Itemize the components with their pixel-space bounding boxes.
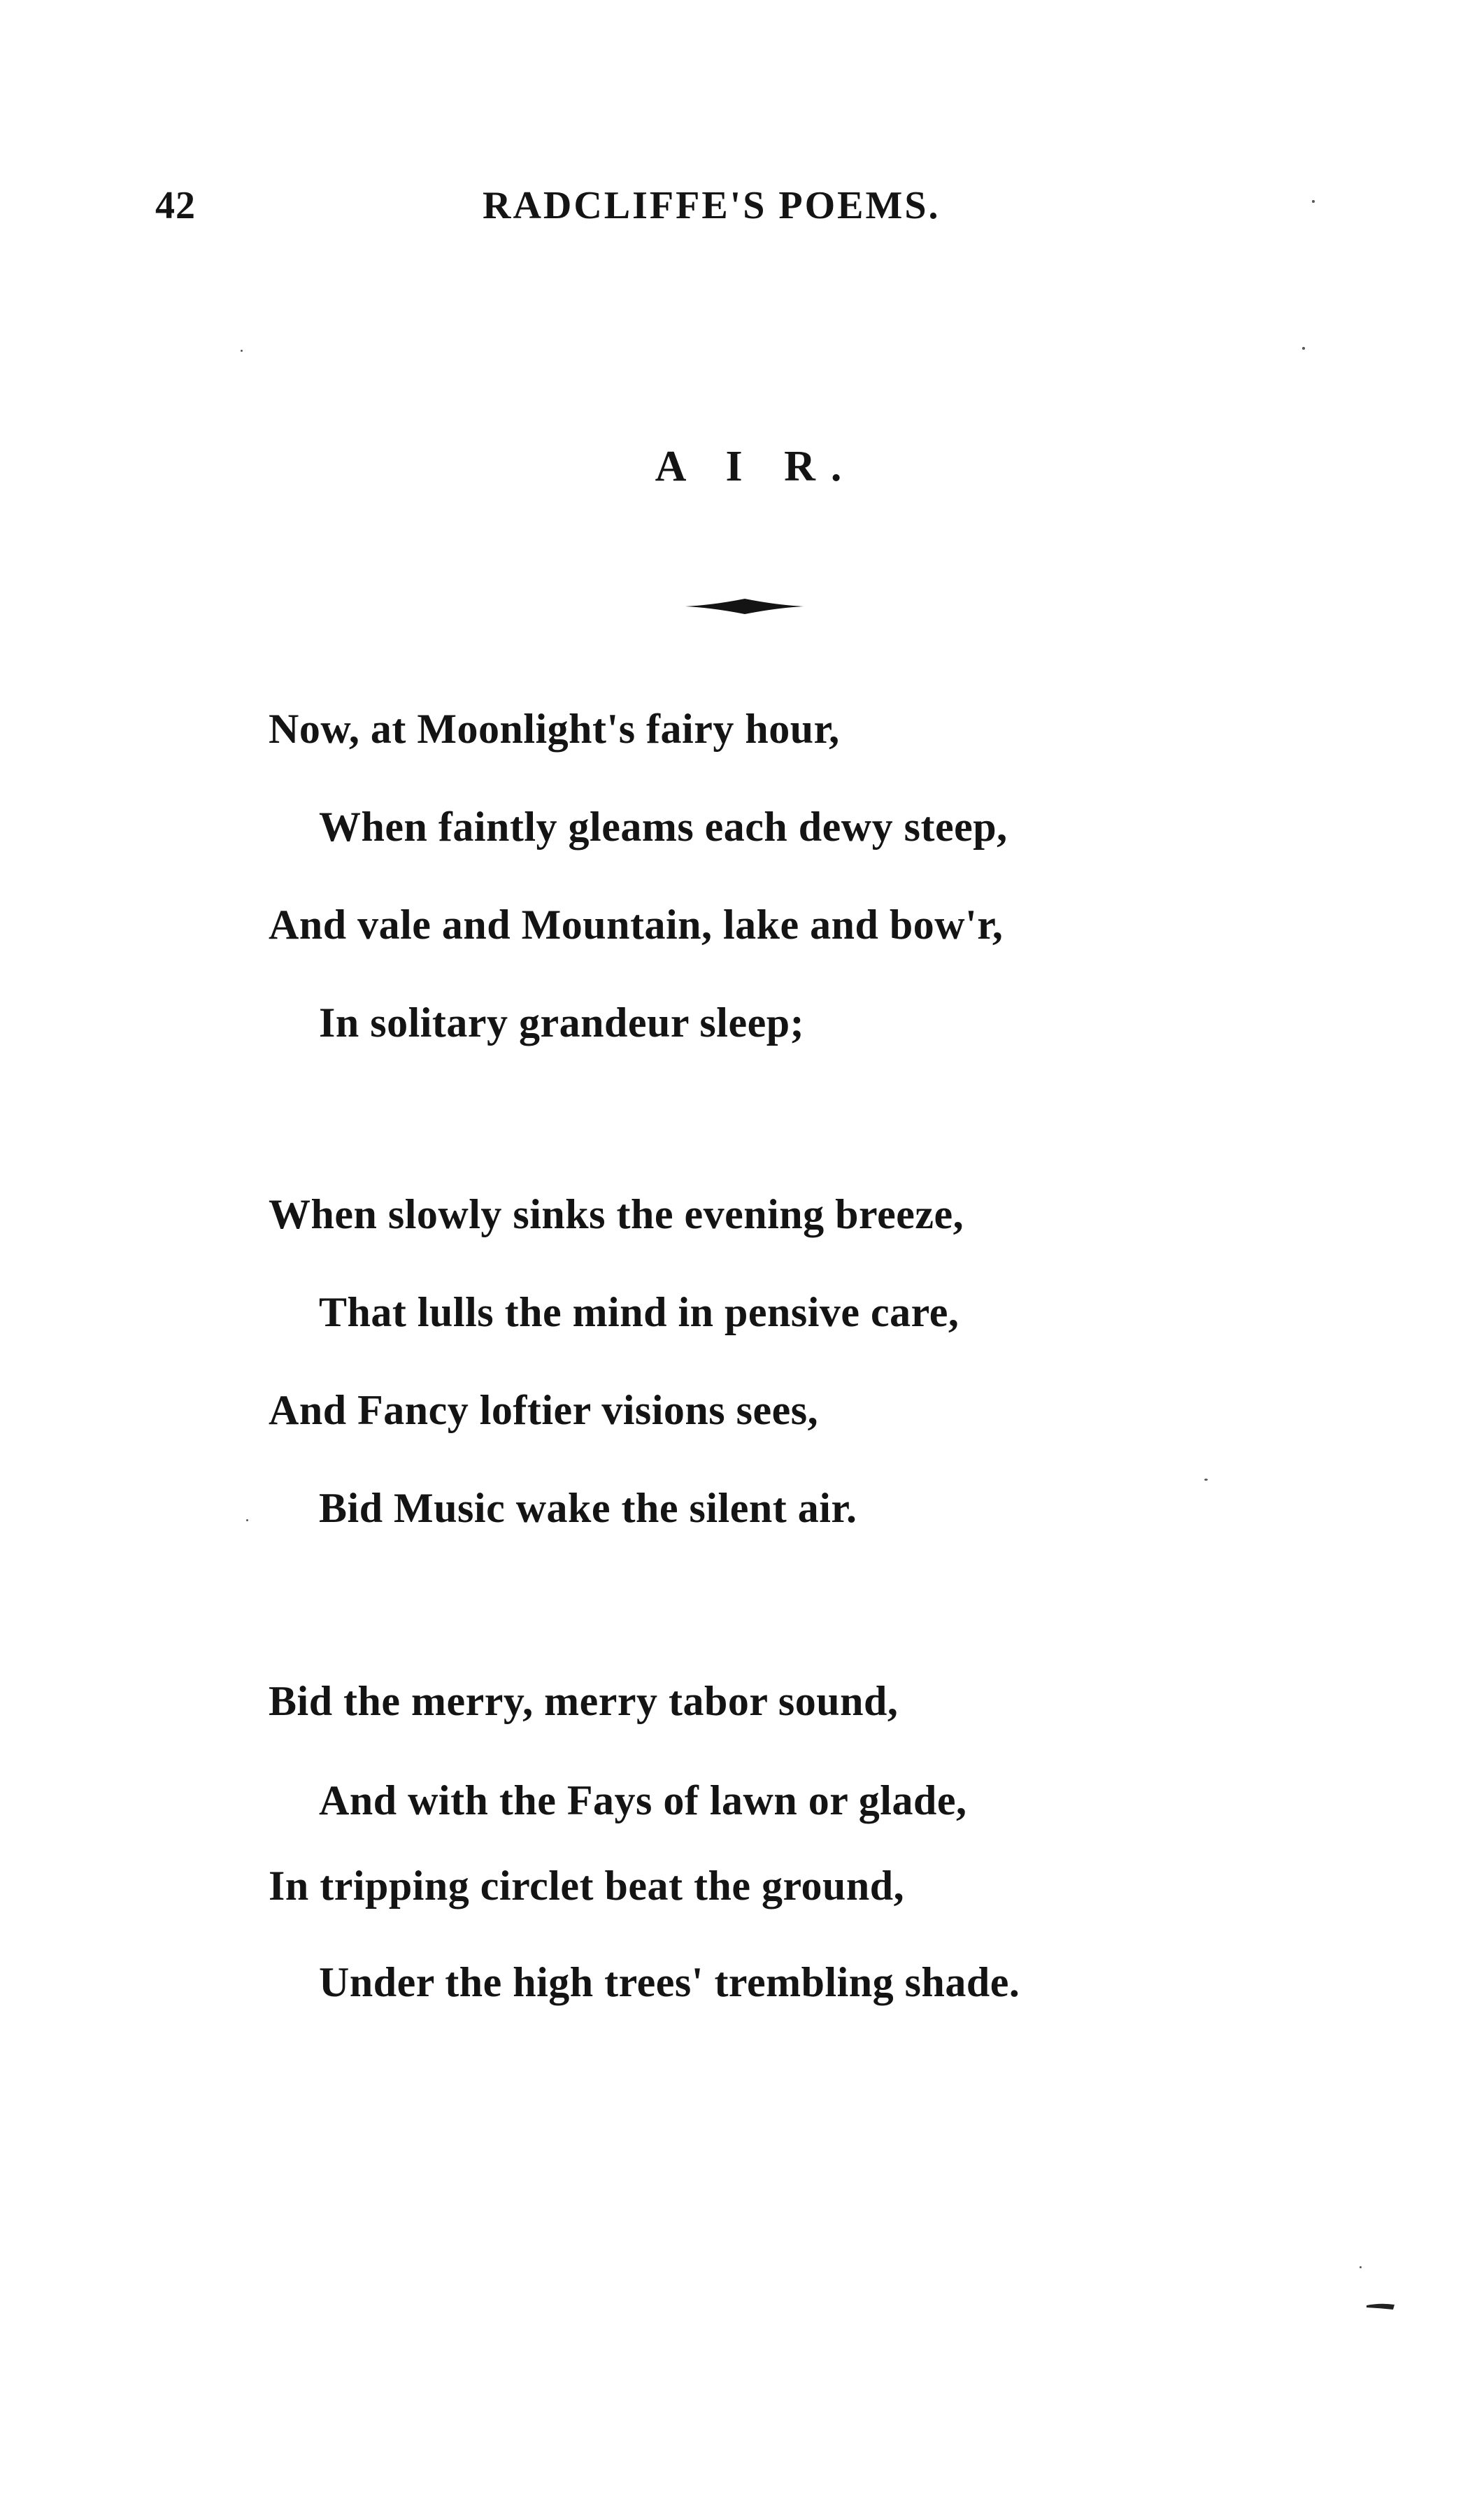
running-title: RADCLIFFE'S POEMS.: [483, 184, 941, 227]
title-ornament-rule: [685, 596, 804, 617]
poem-line: Under the high trees' trembling shade.: [319, 1959, 1020, 2005]
poem-title: A I R.: [655, 443, 857, 490]
print-speck: [1204, 1479, 1208, 1481]
poem-line: Bid the merry, merry tabor sound,: [269, 1678, 899, 1724]
poem-line: When faintly gleams each dewy steep,: [319, 804, 1008, 850]
print-speck: [246, 1519, 248, 1521]
poem-line: And vale and Mountain, lake and bow'r,: [269, 902, 1004, 948]
page-number: 42: [155, 184, 196, 227]
running-head: [0, 183, 1484, 239]
print-speck: [1360, 2266, 1362, 2268]
poem-line: Now, at Moonlight's fairy hour,: [269, 706, 840, 752]
poem-line: That lulls the mind in pensive care,: [319, 1289, 959, 1335]
poem-line: Bid Music wake the silent air.: [319, 1485, 857, 1531]
poem-line: And Fancy loftier visions sees,: [269, 1387, 819, 1433]
print-speck: [241, 350, 243, 352]
poem-line: In solitary grandeur sleep;: [319, 1000, 805, 1046]
print-speck: [1312, 200, 1315, 203]
poem-line: In tripping circlet beat the ground,: [269, 1863, 905, 1909]
print-speck: [1302, 347, 1305, 350]
poem-line: When slowly sinks the evening breeze,: [269, 1191, 964, 1237]
edge-mark: [1367, 2301, 1394, 2311]
poem-line: And with the Fays of lawn or glade,: [319, 1777, 967, 1823]
